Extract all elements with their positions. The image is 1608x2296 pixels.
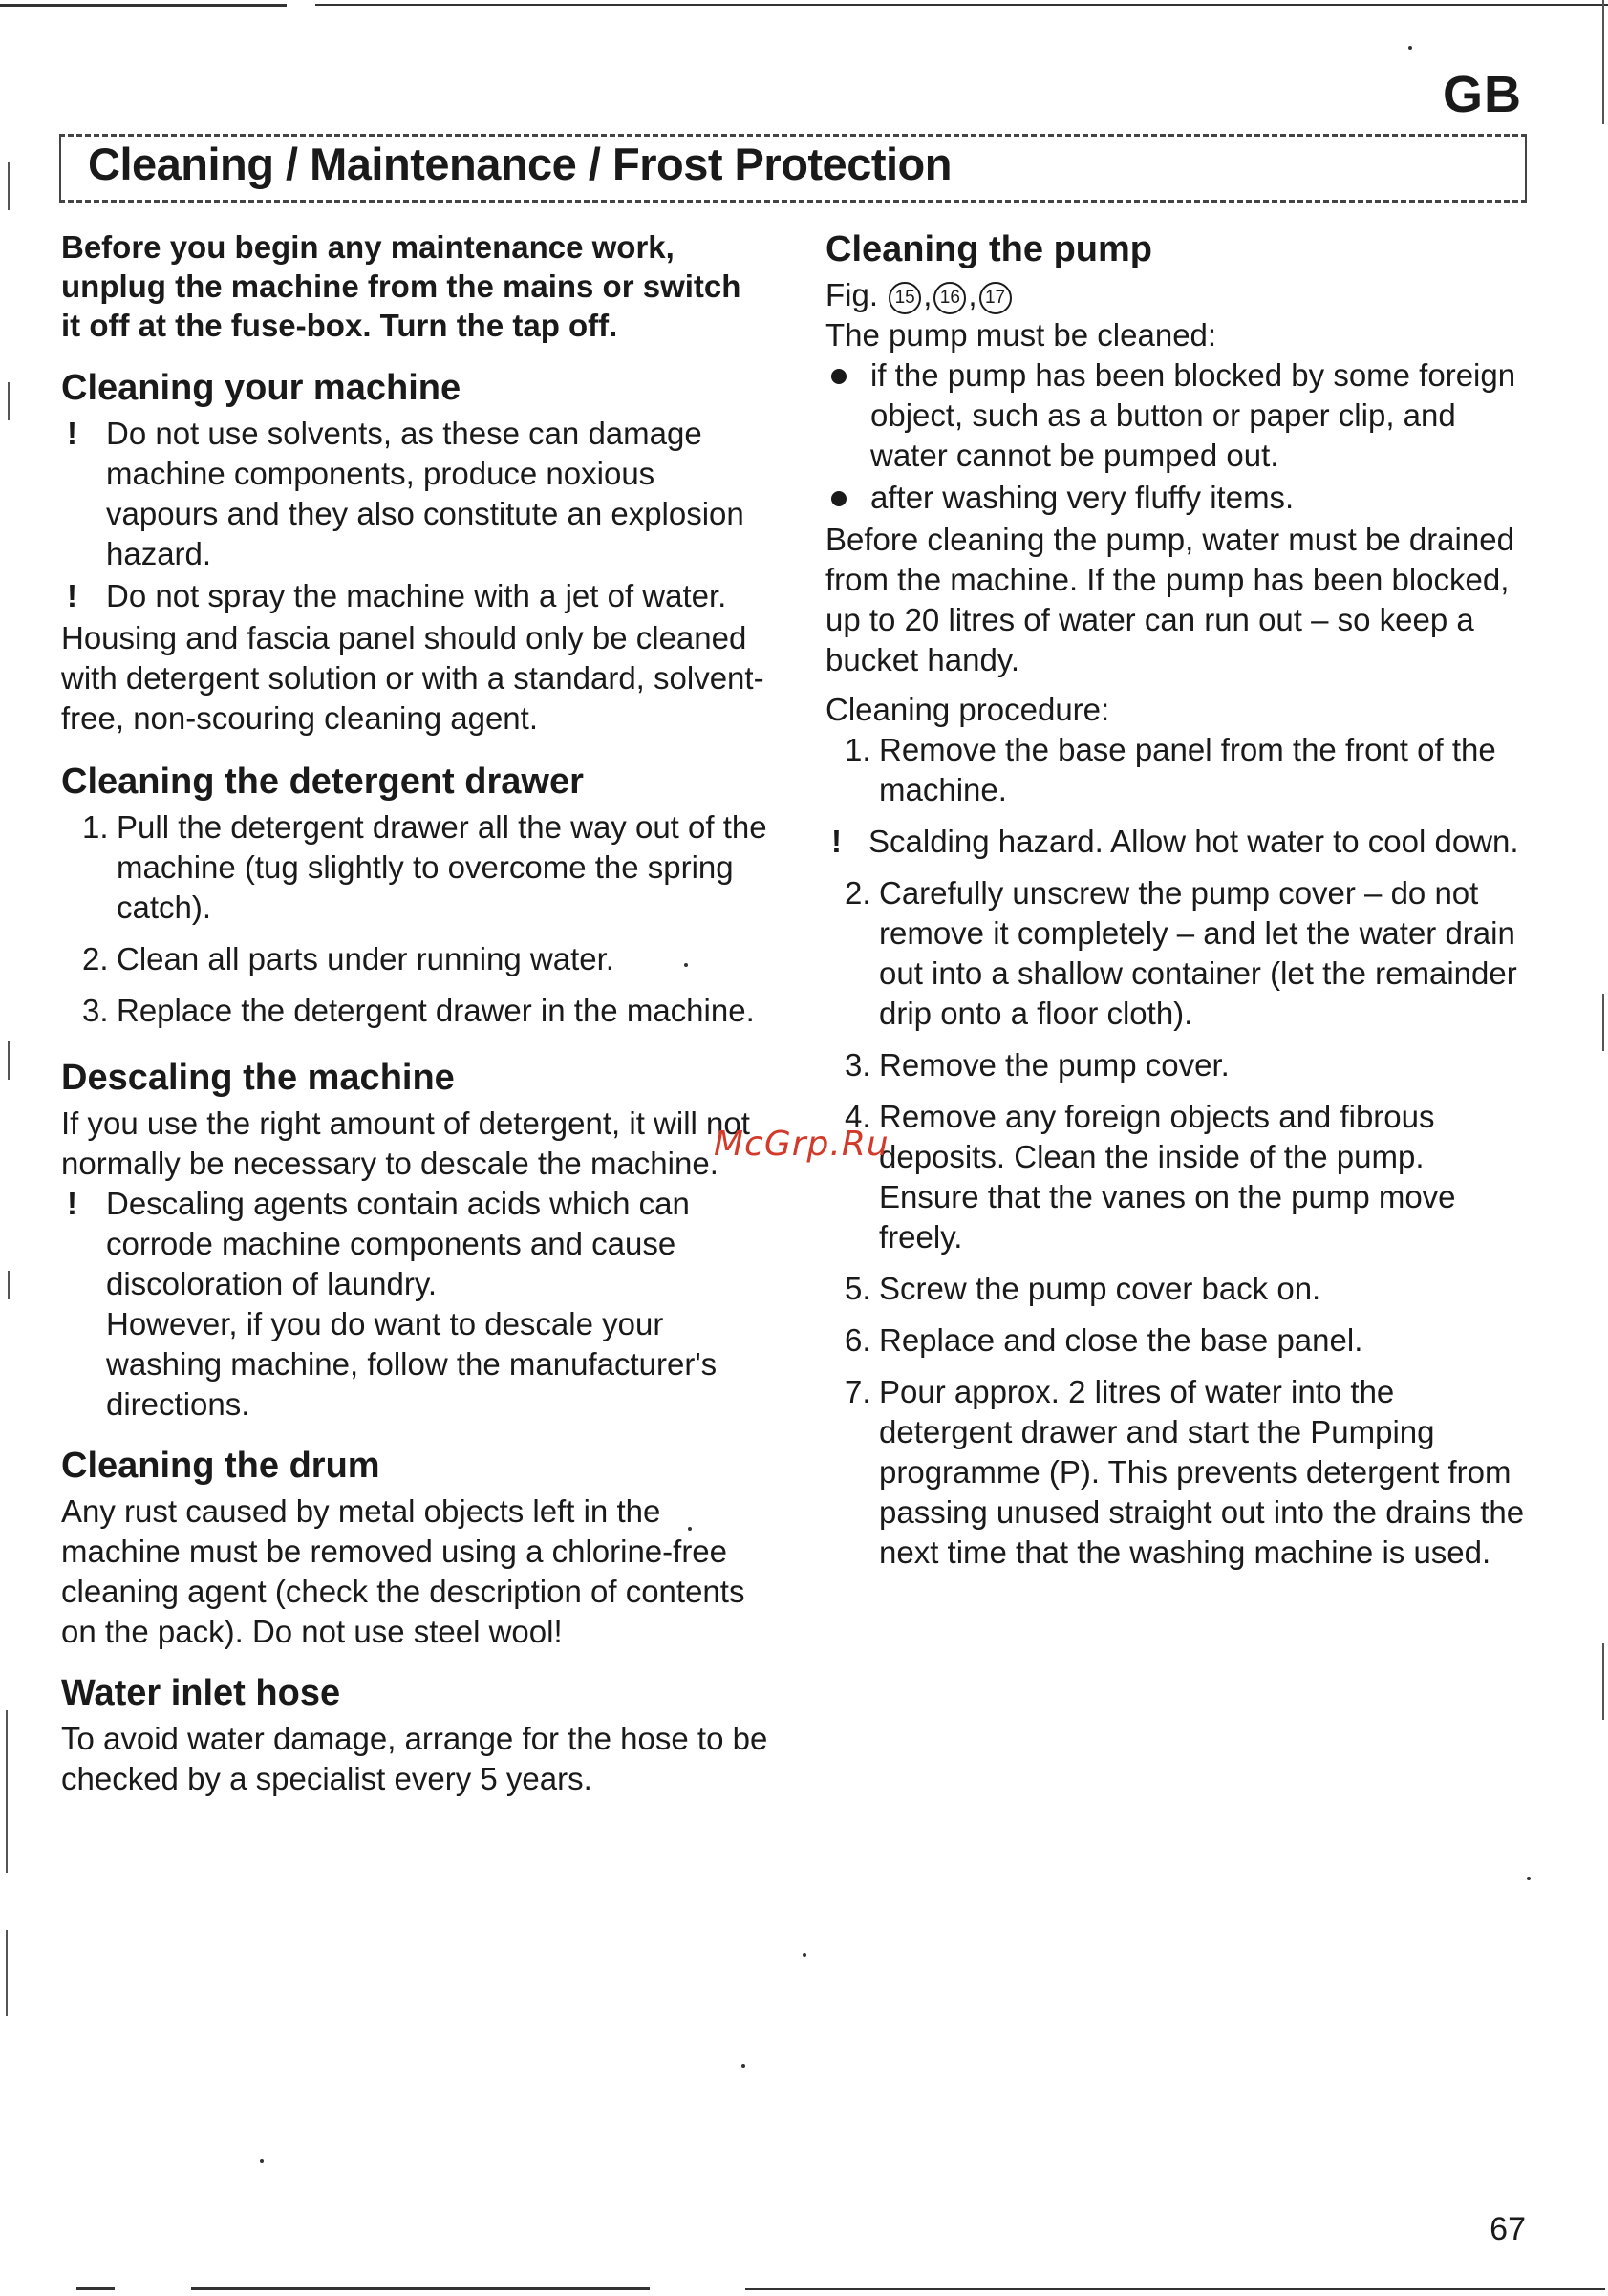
step-text: Remove the base panel from the front of the machine. xyxy=(879,732,1496,807)
bullet-icon xyxy=(831,369,847,384)
procedure-label: Cleaning procedure: xyxy=(825,692,1110,727)
scan-speck xyxy=(1408,46,1412,50)
warning-icon: ! xyxy=(831,824,842,859)
warning-text: However, if you do want to descale your washing machine, follow the manufacturer's directions. xyxy=(106,1306,718,1422)
warning-icon: ! xyxy=(67,578,77,613)
step-text: Carefully unscrew the pump cover – do not remove it completely – and let the water drain out into a shallow container (let the remainder drip onto a floor cloth). xyxy=(879,875,1517,1031)
margin-mark xyxy=(6,1710,8,1873)
scan-speck xyxy=(803,1953,806,1957)
paragraph: Housing and fascia panel should only be cleaned with detergent solution or with a standard, solvent-free, non-scouring cleaning agent. xyxy=(61,620,764,736)
figure-number-icon: 16 xyxy=(933,282,966,314)
step-text: Pull the detergent drawer all the way out of the machine (tug slightly to overcome the spring catch). xyxy=(117,809,767,925)
page-title: Cleaning / Maintenance / Frost Protection xyxy=(82,138,957,190)
heading-inlet-hose: Water inlet hose xyxy=(61,1673,341,1713)
step-item xyxy=(825,873,1533,1034)
scan-speck xyxy=(260,2159,264,2163)
site-watermark: McGrp.Ru xyxy=(714,1125,890,1164)
margin-mark xyxy=(6,1930,8,2016)
step-text: Screw the pump cover back on. xyxy=(879,1271,1321,1306)
warning-item xyxy=(825,822,1533,862)
warning-text: Descaling agents contain acids which can corrode machine components and cause discoloration of laundry. xyxy=(106,1186,690,1301)
margin-mark xyxy=(1602,994,1604,1051)
margin-mark xyxy=(1602,0,1604,124)
warning-text: Do not use solvents, as these can damage machine components, produce noxious vapours and they also constitute an explosion hazard. xyxy=(106,416,744,571)
scan-edge-bottom xyxy=(191,2287,650,2290)
language-code: GB xyxy=(1443,66,1522,123)
margin-mark xyxy=(8,382,10,420)
step-text: Remove the pump cover. xyxy=(879,1047,1230,1083)
paragraph: The pump must be cleaned: xyxy=(825,317,1217,353)
left-column xyxy=(61,227,768,1799)
warning-icon: ! xyxy=(67,416,77,451)
step-number: 3. xyxy=(845,1047,871,1083)
step-text: Replace and close the base panel. xyxy=(879,1322,1363,1358)
step-item xyxy=(825,1269,1533,1309)
scan-speck xyxy=(741,2064,745,2068)
paragraph: To avoid water damage, arrange for the hose to be checked by a specialist every 5 years. xyxy=(61,1721,768,1796)
bullet-text: after washing very fluffy items. xyxy=(870,480,1295,515)
heading-drum: Cleaning the drum xyxy=(61,1446,380,1486)
step-number: 2. xyxy=(845,875,871,911)
step-number: 6. xyxy=(845,1322,871,1358)
bullet-text: if the pump has been blocked by some foreign object, such as a button or paper clip, and water cannot be pumped out. xyxy=(870,357,1516,473)
heading-pump: Cleaning the pump xyxy=(825,229,1152,269)
heading-cleaning-machine: Cleaning your machine xyxy=(61,368,461,408)
step-item xyxy=(61,807,768,928)
step-text: Replace the detergent drawer in the machine. xyxy=(117,993,755,1028)
figure-number-icon: 15 xyxy=(889,282,921,314)
paragraph: Before cleaning the pump, water must be drained from the machine. If the pump has been blocked, up to 20 litres of water can run out – so keep a bucket handy. xyxy=(825,522,1514,677)
warning-item xyxy=(61,414,768,574)
step-number: 4. xyxy=(845,1099,871,1134)
heading-descaling: Descaling the machine xyxy=(61,1058,455,1098)
safety-intro: Before you begin any maintenance work, unplug the machine from the mains or switch it off at the fuse-box. Turn the tap off. xyxy=(61,229,741,343)
step-item xyxy=(825,1320,1533,1361)
step-text: Remove any foreign objects and fibrous deposits. Clean the inside of the pump. Ensure that the vanes on the pump move freely. xyxy=(879,1099,1456,1255)
step-number: 3. xyxy=(82,993,109,1028)
step-number: 7. xyxy=(845,1374,871,1409)
bullet-item xyxy=(825,355,1533,476)
step-item xyxy=(825,1372,1533,1573)
paragraph: Any rust caused by metal objects left in the machine must be removed using a chlorine-free cleaning agent (check the description of contents on the pack). Do not use steel wool! xyxy=(61,1493,745,1649)
right-column xyxy=(825,227,1533,1584)
figure-reference: Fig. 15 , 16 , 17 xyxy=(825,275,1533,315)
margin-mark xyxy=(1602,1643,1604,1720)
scan-edge-top xyxy=(0,4,287,7)
step-item xyxy=(61,991,768,1031)
scan-edge-top xyxy=(315,4,1608,6)
margin-mark xyxy=(8,1041,10,1080)
step-number: 1. xyxy=(845,732,871,767)
scan-speck xyxy=(1527,1877,1531,1880)
heading-detergent-drawer: Cleaning the detergent drawer xyxy=(61,762,584,802)
scan-edge-bottom xyxy=(745,2288,1605,2290)
margin-mark xyxy=(8,162,10,210)
step-number: 2. xyxy=(82,941,109,976)
step-text: Clean all parts under running water. xyxy=(117,941,614,976)
page-number: 67 xyxy=(1490,2211,1526,2247)
step-number: 1. xyxy=(82,809,109,845)
scan-speck xyxy=(684,963,688,967)
step-number: 5. xyxy=(845,1271,871,1306)
figure-number-icon: 17 xyxy=(979,282,1012,314)
margin-mark xyxy=(8,1271,10,1299)
step-item xyxy=(61,939,768,979)
warning-text: Scalding hazard. Allow hot water to cool down. xyxy=(868,824,1519,859)
warning-item xyxy=(61,576,768,616)
step-text: Pour approx. 2 litres of water into the detergent drawer and start the Pumping programme (P). This prevents detergent from passing unused straight out into the drains the next time that the washing machine is used. xyxy=(879,1374,1525,1570)
step-item xyxy=(825,1097,1533,1257)
bullet-icon xyxy=(831,491,847,506)
warning-icon: ! xyxy=(67,1186,77,1221)
scan-edge-bottom xyxy=(76,2287,115,2290)
warning-text: Do not spray the machine with a jet of water. xyxy=(106,578,727,613)
paragraph: If you use the right amount of detergent, it will not normally be necessary to descale the machine. xyxy=(61,1105,750,1181)
warning-item xyxy=(61,1184,768,1425)
step-item xyxy=(825,1045,1533,1085)
scan-speck xyxy=(688,1527,692,1531)
bullet-item xyxy=(825,478,1533,518)
figure-label: Fig. xyxy=(825,277,879,312)
step-item xyxy=(825,730,1533,810)
